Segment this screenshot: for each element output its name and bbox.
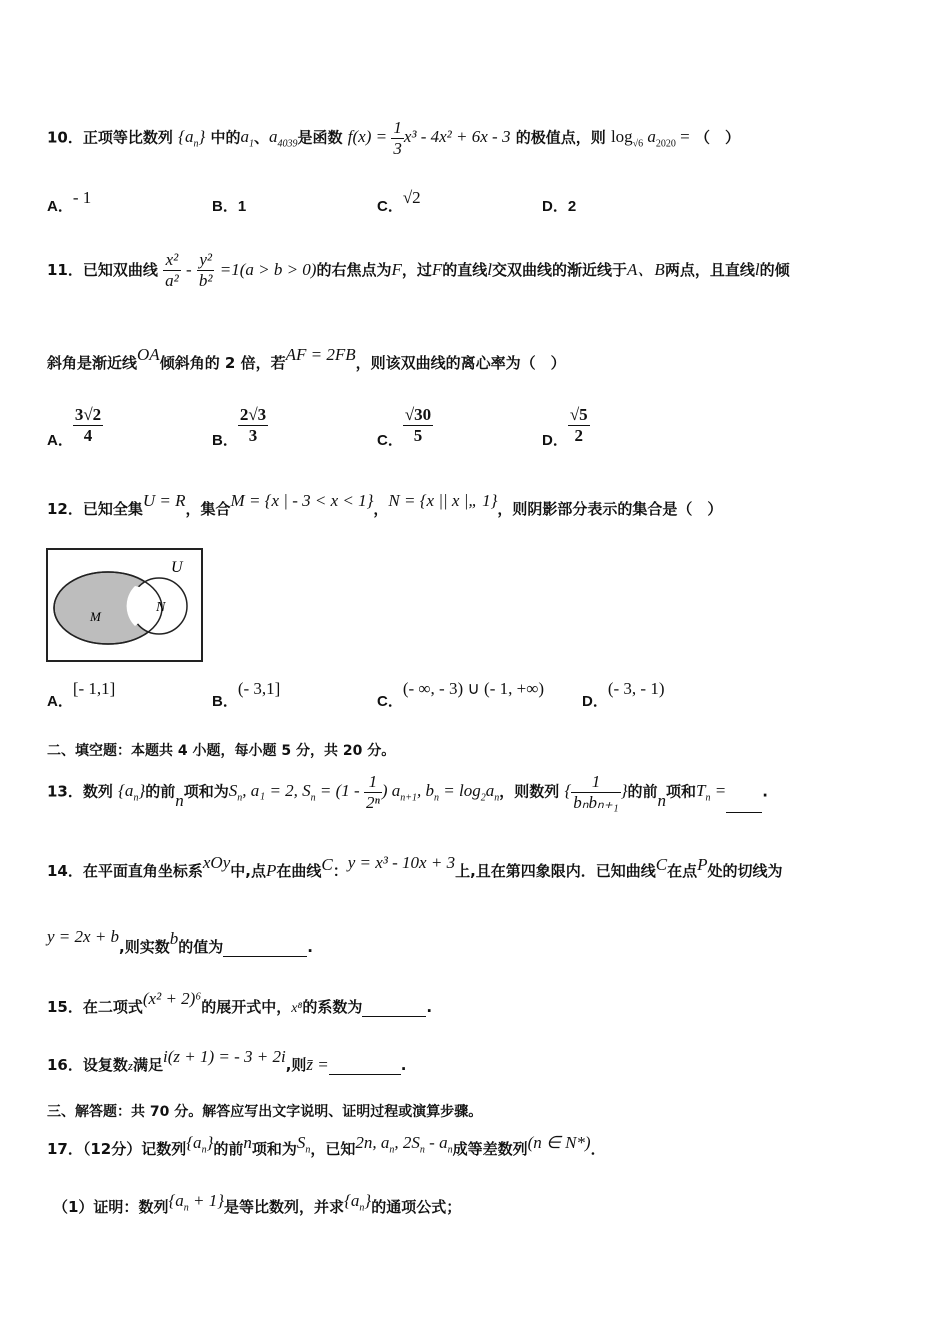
venn-label-n: N [156,600,166,615]
q10-option-b[interactable]: B．1 [212,198,247,215]
q11-option-b[interactable]: B． $\frac{2√3}{3}$ [212,405,267,450]
q11-line1: 11．已知双曲线 $\frac{\text{x²}}{\text{a²}}$ - $\frac{\text{y²}}{\text{b²}}$ =1(a > b > 0)的右焦点为F，过F的直线l交双曲线的渐近线于A、B两点，且直线l的倾 [47,250,790,290]
q12-option-b[interactable]: B．(- 3,1] [212,679,281,710]
q10-log: $\log_{√6} a_{2020}$ = [610,127,690,150]
q10-line: 10．正项等比数列 $\{a_n\}$ 中的$a_1$、$a_{4039}$是函数 f(x) = $\frac{1}{3}$ x³ - 4x² + 6x - 3 的极值点，则 $\log_{√6} a_{2020}$ = （ ） [47,118,741,158]
q10-number: 10． [47,128,83,147]
q16-number: 16． [47,1056,83,1074]
q14-answer-blank[interactable] [223,956,307,957]
q13-answer-blank[interactable] [726,812,762,813]
q11-option-a[interactable]: A． $\frac{3√2}{4}$ [47,405,102,450]
q10-option-d[interactable]: D．2 [542,198,577,215]
q16-answer-blank[interactable] [329,1074,401,1075]
q13-number: 13． [47,782,83,801]
q10-option-c[interactable]: C．√2 [377,188,421,215]
q17-part1: （1）证明：数列$\{a_n + 1\}$是等比数列，并求$\{a_n\}$的通项公式； [53,1191,462,1216]
venn-label-m: M [90,609,101,624]
q10-option-a[interactable]: A．- 1 [47,188,92,215]
q10-function: f(x) = $\frac{1}{3}$ x³ - 4x² + 6x - 3 [347,118,511,158]
section-2-heading: 二、填空题：本题共 4 小题，每小题 5 分，共 20 分。 [47,743,396,759]
q17-line: 17．（12分）记数列$\{a_n\}$的前n项和为$S_n$，已知2n, $a_n$, $2S_n - a_n$成等差数列(n ∈ N*)． [47,1133,606,1158]
q13-line: 13．数列 $\{a_n\}$的前n项和为$S_n$, a₁ = 2, $S_n = (1$ - $\frac{1}{\text{2ⁿ}}$ ) $a_{n+1}$, $b_n = \log_2a_n$，则数列 { $\frac{1}{\text{bₙbₙ₊₁}}$ }的前n项和$T_n$ = . [47,772,768,812]
q12-option-a[interactable]: A．[- 1,1] [47,679,116,710]
q11-option-d[interactable]: D． $\frac{√5}{2}$ [542,405,588,450]
q12-option-d[interactable]: D．(- 3, - 1) [582,679,665,710]
q12-line: 12．已知全集U = R，集合M = {x | - 3 < x < 1}，N = {x || x |„ 1}，则阴影部分表示的集合是（ ） [47,491,723,518]
q14-line2: y = 2x + b,则实数b的值为 . [47,927,313,956]
venn-label-u: U [171,559,183,576]
q11-number: 11． [47,261,83,279]
venn-diagram [46,548,204,664]
section-3-heading: 三、解答题：共 70 分。解答应写出文字说明、证明过程或演算步骤。 [47,1104,483,1120]
q17-number: 17． [47,1140,83,1158]
q11-line2: 斜角是渐近线OA倾斜角的 2 倍，若AF = 2FB，则该双曲线的离心率为（ ） [47,345,566,372]
q12-option-c[interactable]: C．(- ∞, - 3) ∪ (- 1, +∞) [377,679,544,710]
q15-number: 15． [47,998,83,1016]
q14-number: 14． [47,862,83,880]
q11-option-c[interactable]: C． $\frac{√30}{5}$ [377,405,432,450]
q12-number: 12． [47,500,83,518]
q14-line1: 14．在平面直角坐标系xOy中,点P在曲线C：y = x³ - 10x + 3上,且在第四象限内．已知曲线C在点P处的切线为 [47,853,783,880]
q16-line: 16．设复数z满足i(z + 1) = - 3 + 2i,则z̄ = . [47,1047,407,1074]
q15-line: 15．在二项式(x² + 2)⁶的展开式中，x⁸的系数为 . [47,989,433,1016]
q15-answer-blank[interactable] [362,1016,426,1017]
